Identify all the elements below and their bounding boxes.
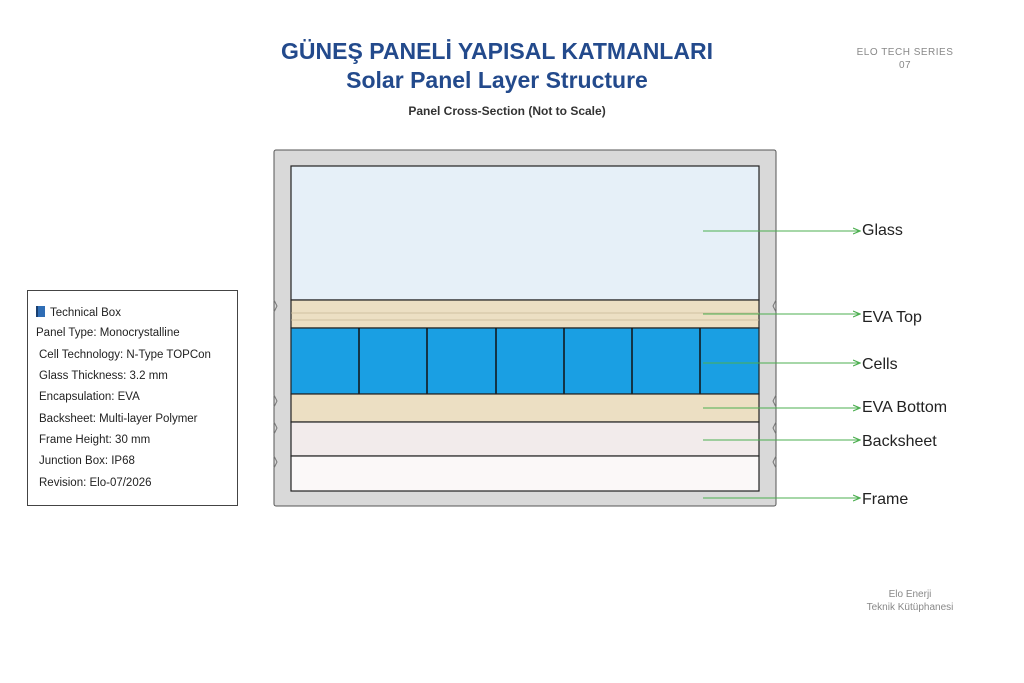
- footer-library: Teknik Kütüphanesi: [866, 602, 954, 613]
- tech-line: Junction Box: IP68: [39, 455, 135, 467]
- frame-inner-layer: [291, 456, 759, 491]
- eva-top-label: EVA Top: [862, 309, 922, 326]
- series-label: ELO TECH SERIES: [856, 47, 954, 58]
- tech-line: Backsheet: Multi-layer Polymer: [39, 413, 198, 425]
- tech-line: Cell Technology: N-Type TOPCon: [39, 349, 211, 361]
- technical-box-title: Technical Box: [50, 307, 121, 319]
- series-number: 07: [898, 60, 912, 71]
- eva-bottom-layer: [291, 394, 759, 422]
- tech-line: Revision: Elo-07/2026: [39, 477, 152, 489]
- eva-bottom-label: EVA Bottom: [862, 399, 948, 416]
- tech-line: Glass Thickness: 3.2 mm: [39, 370, 168, 382]
- title-english: Solar Panel Layer Structure: [346, 67, 648, 93]
- frame-label: Frame: [862, 491, 909, 508]
- cells-layer: [291, 328, 759, 394]
- footer-brand: Elo Enerji: [888, 589, 932, 600]
- tech-line: Encapsulation: EVA: [39, 391, 140, 403]
- glass-label: Glass: [862, 222, 903, 239]
- title-turkish: GÜNEŞ PANELİ YAPISAL KATMANLARI: [281, 38, 713, 64]
- eva-top-layer: [291, 300, 759, 328]
- cells-label: Cells: [862, 356, 898, 373]
- backsheet-label: Backsheet: [862, 433, 937, 450]
- tech-line: Frame Height: 30 mm: [39, 434, 151, 446]
- diagram-subtitle: Panel Cross-Section (Not to Scale): [408, 104, 606, 118]
- backsheet-layer: [291, 422, 759, 456]
- tech-line: Panel Type: Monocrystalline: [36, 327, 180, 339]
- glass-layer: [291, 166, 759, 300]
